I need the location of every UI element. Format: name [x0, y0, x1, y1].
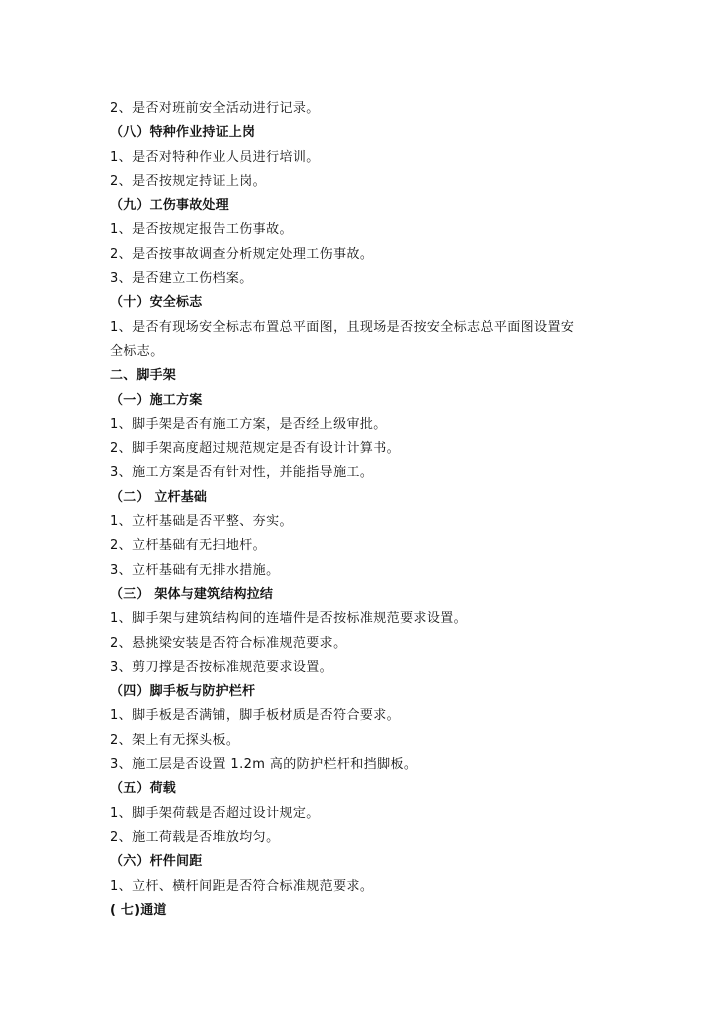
list-item: 2、施工荷载是否堆放均匀。: [110, 829, 280, 845]
list-item: 3、剪刀撑是否按标准规范要求设置。: [110, 659, 334, 675]
list-item: 1、立杆基础是否平整、夯实。: [110, 514, 293, 530]
list-item: 1、脚手架与建筑结构间的连墙件是否按标准规范要求设置。: [110, 611, 468, 627]
list-item: 3、施工方案是否有针对性，并能指导施工。: [110, 465, 374, 481]
section-heading: （四）脚手板与防护栏杆: [110, 684, 256, 700]
section-heading: （三） 架体与建筑结构拉结: [110, 586, 274, 602]
list-item: 3、施工层是否设置 1.2m 高的防护栏杆和挡脚板。: [110, 757, 418, 773]
list-item: 1、是否按规定报告工伤事故。: [110, 222, 293, 238]
section-heading: （一）施工方案: [110, 392, 203, 408]
list-item: 全标志。: [110, 343, 164, 359]
list-item: 2、是否对班前安全活动进行记录。: [110, 101, 320, 116]
list-item: 1、是否对特种作业人员进行培训。: [110, 149, 320, 165]
list-item: 3、是否建立工伤档案。: [110, 271, 253, 287]
list-item: 1、是否有现场安全标志布置总平面图，且现场是否按安全标志总平面图设置安: [110, 319, 575, 335]
list-item: 2、悬挑梁安装是否符合标准规范要求。: [110, 635, 347, 651]
section-heading: （八）特种作业持证上岗: [110, 125, 256, 141]
list-item: 1、脚手架荷载是否超过设计规定。: [110, 805, 320, 821]
section-heading: 二、脚手架: [110, 368, 177, 384]
section-heading: （五）荷载: [110, 781, 177, 797]
list-item: 2、脚手架高度超过规范规定是否有设计计算书。: [110, 441, 401, 457]
section-heading: （十）安全标志: [110, 295, 203, 311]
list-item: 3、立杆基础有无排水措施。: [110, 562, 280, 578]
section-heading: （九）工伤事故处理: [110, 198, 229, 214]
list-item: 1、脚手板是否满铺，脚手板材质是否符合要求。: [110, 708, 401, 724]
section-heading: ( 七)通道: [110, 902, 167, 918]
list-item: 1、脚手架是否有施工方案，是否经上级审批。: [110, 416, 387, 432]
list-item: 1、立杆、横杆间距是否符合标准规范要求。: [110, 878, 374, 894]
section-heading: （六）杆件间距: [110, 854, 203, 870]
list-item: 2、立杆基础有无扫地杆。: [110, 538, 267, 554]
section-heading: （二） 立杆基础: [110, 489, 208, 505]
list-item: 2、架上有无探头板。: [110, 732, 240, 748]
list-item: 2、是否按事故调查分析规定处理工伤事故。: [110, 246, 374, 262]
list-item: 2、是否按规定持证上岗。: [110, 173, 267, 189]
document-body: [110, 97, 630, 923]
